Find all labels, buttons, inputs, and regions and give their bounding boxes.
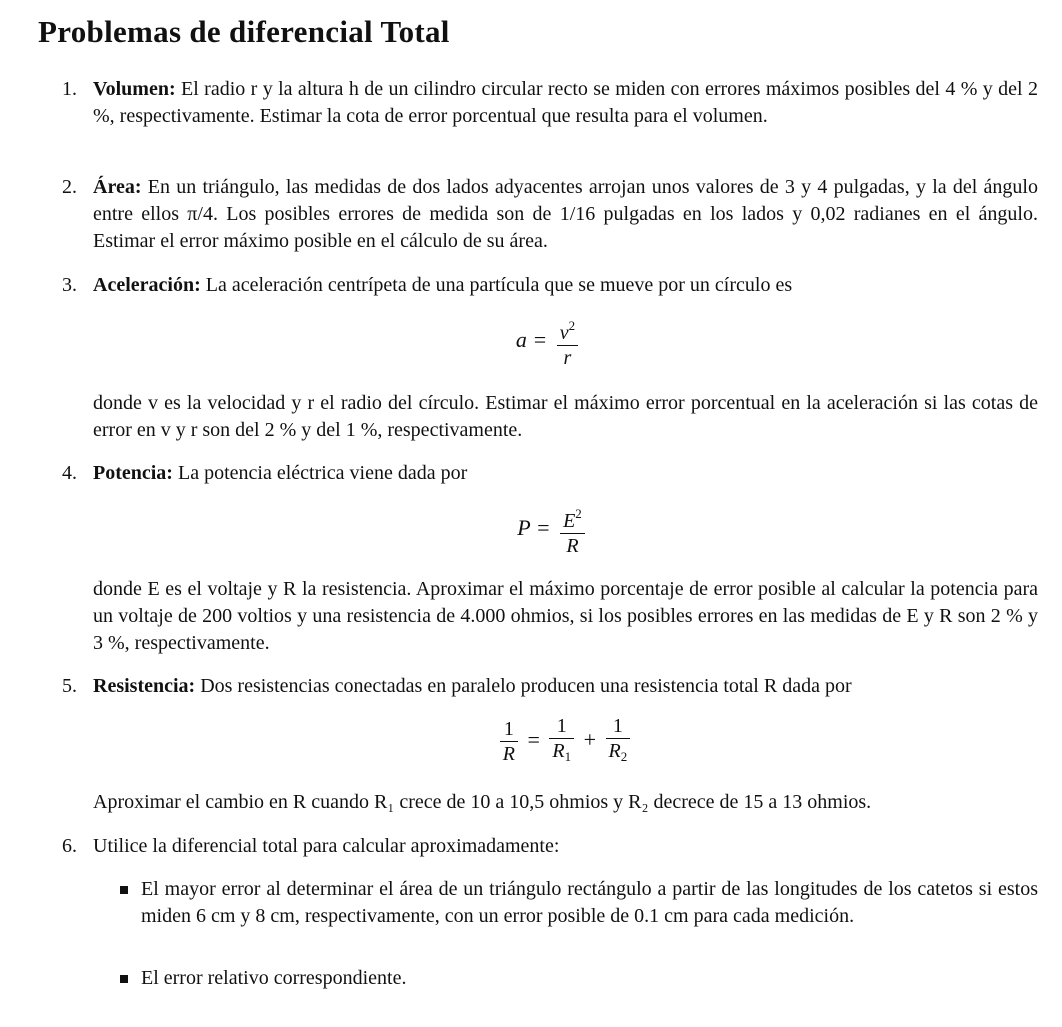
- page-title: Problemas de diferencial Total: [38, 14, 450, 49]
- equation-acceleration: [0, 314, 1062, 370]
- problem-followup: Aproximar el cambio en R cuando R₁ crece de 10 a 10,5 ohmios y R₂ decrece de 15 a 13 ohmios.: [93, 791, 872, 813]
- problem-number: 6.: [62, 835, 77, 857]
- equation-resistance: [0, 714, 1062, 769]
- numerator: v: [559, 322, 569, 344]
- equation-power: [0, 502, 1062, 558]
- problem-body: Dos resistencias conectadas en paralelo producen una resistencia total R dada por: [195, 675, 852, 697]
- problem-followup: donde v es la velocidad y r el radio del círculo. Estimar el máximo error porcentual en la aceleración si las cotas de error en v y r son del 2 % y del 1 %, respectivamente.: [93, 392, 1038, 441]
- problem-text: [93, 673, 1038, 700]
- bullet-icon: [120, 975, 128, 983]
- bullet-item: El mayor error al determinar el área de un triángulo rectángulo a partir de las longitudes de los catetos si estos miden 6 cm y 8 cm, respectivamente, con un error posible de 0.1 cm para cada medición.: [141, 878, 1038, 927]
- problem-text: [93, 460, 1038, 487]
- fraction-lhs: $\frac{1}{R}$: [500, 717, 518, 766]
- numerator: E: [563, 510, 576, 532]
- fraction: [557, 314, 578, 370]
- problem-body: La potencia eléctrica viene dada por: [172, 462, 468, 484]
- problem-number: 5.: [62, 675, 77, 697]
- bullet-icon: [120, 886, 128, 894]
- equals-sign: =: [527, 726, 540, 752]
- fraction-r1: $\frac{1}{R_1}$: [549, 714, 574, 769]
- fraction: [560, 502, 585, 558]
- problem-followup: donde E es el voltaje y R la resistencia. Aproximar el máximo porcentaje de error posible al calcular la potencia para un voltaje de 200 voltios y una resistencia de 4.000 ohmios, si los posibles errores en las medidas de E y R son 2 % y 3 %, respectivamente.: [93, 578, 1038, 654]
- equation-lhs: a =: [515, 327, 548, 353]
- denominator: r: [563, 347, 572, 369]
- problem-body: En un triángulo, las medidas de dos lados adyacentes arrojan unos valores de 3 y 4 pulgadas, y la del ángulo entre ellos π/4. Los posibles errores de medida son de 1/16 pulgadas en los lados y 0,02 radianes en el ángulo. Estimar el error máximo posible en el cálculo de su área.: [93, 176, 1038, 252]
- problem-text: [93, 272, 1038, 299]
- denominator: R: [566, 535, 579, 557]
- fraction-r2: $\frac{1}{R_2}$: [606, 714, 631, 769]
- problem-text: Utilice la diferencial total para calcular aproximadamente:: [93, 835, 560, 857]
- problem-heading: Resistencia:: [93, 675, 196, 697]
- problem-body: La aceleración centrípeta de una partícula que se mueve por un círculo es: [200, 274, 793, 296]
- problem-heading: Área:: [93, 176, 142, 198]
- problem-number: 3.: [62, 274, 77, 296]
- problem-heading: Volumen:: [93, 78, 176, 100]
- problem-text: [93, 174, 1038, 255]
- equation-lhs: P =: [517, 515, 551, 541]
- exponent: 2: [568, 318, 576, 333]
- problem-heading: Potencia:: [93, 462, 173, 484]
- problem-heading: Aceleración:: [93, 274, 201, 296]
- problem-body: El radio r y la altura h de un cilindro circular recto se miden con errores máximos posibles del 4 % y del 2 %, respectivamente. Estimar la cota de error porcentual que resulta para el volumen.: [93, 78, 1038, 127]
- bullet-item: El error relativo correspondiente.: [141, 967, 407, 989]
- plus-sign: +: [583, 726, 597, 752]
- problem-number: 4.: [62, 462, 77, 484]
- problem-text: [93, 76, 1038, 130]
- exponent: 2: [575, 506, 582, 521]
- problem-number: 2.: [62, 176, 77, 198]
- problem-number: 1.: [62, 78, 77, 100]
